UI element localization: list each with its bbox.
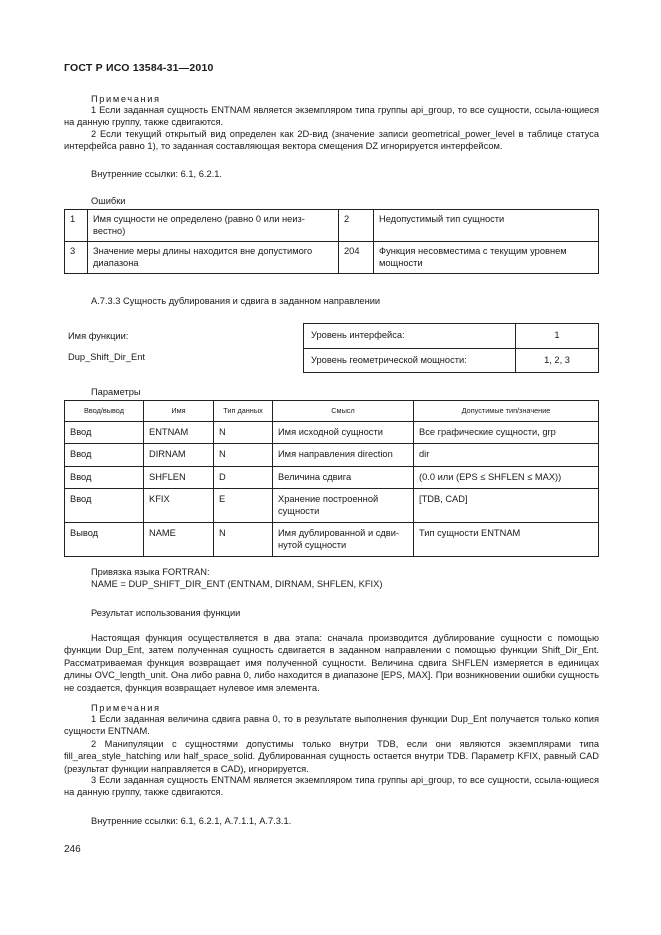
table-row <box>65 210 599 242</box>
error-text: Недопустимый тип сущности <box>374 210 599 242</box>
param-name: DIRNAM <box>144 444 214 467</box>
fortran-title: Привязка языка FORTRAN: <box>91 567 210 577</box>
param-allowed: (0.0 или (EPS ≤ SHFLEN ≤ MAX)) <box>414 466 599 489</box>
error-code: 2 <box>339 210 374 242</box>
table-row <box>65 444 599 467</box>
error-text: Значение меры длины находится вне допустимого диапазона <box>88 242 339 274</box>
param-type: N <box>214 523 273 557</box>
error-text: Функция несовместима с текущим уровнем мощности <box>374 242 599 274</box>
param-type: N <box>214 444 273 467</box>
param-io: Вывод <box>65 523 144 557</box>
note-2: 2 Если текущий открытый вид определен как 2D-вид (значение записи geometrical_power_level в таблице статуса интерфейса равно 1), то заданная составляющая вектора смещения DZ игнорируется интерфейсом. <box>64 129 599 152</box>
note-3: 3 Если заданная сущность ENTNAM является экземпляром типа группы api_group, то все сущности, ссыла-ющиеся на данную группу, также сдвигаются. <box>64 775 599 798</box>
table-row <box>65 421 599 444</box>
errors-title: Ошибки <box>91 196 126 206</box>
fortran-code: NAME = DUP_SHIFT_DIR_ENT (ENTNAM, DIRNAM, SHFLEN, KFIX) <box>91 579 383 589</box>
param-type: N <box>214 421 273 444</box>
function-name-label: Имя функции: <box>68 331 129 341</box>
table-row <box>304 348 599 373</box>
level-label: Уровень интерфейса: <box>304 324 516 349</box>
column-header: Смысл <box>273 401 414 422</box>
param-name: KFIX <box>144 489 214 523</box>
level-value: 1, 2, 3 <box>516 348 599 373</box>
table-row <box>65 466 599 489</box>
param-io: Ввод <box>65 421 144 444</box>
notes-title: Примечания <box>91 703 161 713</box>
section-title: А.7.3.3 Сущность дублирования и сдвига в заданном направлении <box>91 296 381 306</box>
internal-references: Внутренние ссылки: 6.1, 6.2.1. <box>91 169 222 179</box>
error-code: 1 <box>65 210 88 242</box>
note-1: 1 Если заданная сущность ENTNAM является экземпляром типа группы api_group, то все сущности, ссыла-ющиеся на данную группу, также сдвигаются. <box>64 105 599 128</box>
param-io: Ввод <box>65 489 144 523</box>
result-text: Настоящая функция осуществляется в два этапа: сначала производится дублирование сущности с помощью функции Dup_Ent, затем полученная сущность сдвигается в заданном направлении с помощью функции Shift_Dir_Ent. Рассматриваемая функция возвращает имя полученной сущности. Величина сдвига SHFLEN измеряется в единицах длины OVC_length_unit. Она либо равна 0, либо находится в диапазоне [EPS, MAX]. При возникновении ошибки сущность не создается, функция возвращает нулевое имя элемента. <box>64 633 599 693</box>
table-header-row <box>65 401 599 422</box>
document-header: ГОСТ Р ИСО 13584-31—2010 <box>64 62 214 74</box>
params-title: Параметры <box>91 387 141 397</box>
note-2: 2 Манипуляции с сущностями допустимы только внутри TDB, если они являются экземплярами типа fill_area_style_hatching или half_space_solid. Дублированная сущность остается внутри TDB. Параметр KFIX, равный CAD (результат функции направляется в CAD), игнорируется. <box>64 739 599 774</box>
param-allowed: Все графические сущности, grp <box>414 421 599 444</box>
internal-references: Внутренние ссылки: 6.1, 6.2.1, А.7.1.1, А.7.3.1. <box>91 816 292 826</box>
param-meaning: Имя дублированной и сдви-нутой сущности <box>273 523 414 557</box>
level-label: Уровень геометрической мощности: <box>304 348 516 373</box>
param-meaning: Имя исходной сущности <box>273 421 414 444</box>
param-type: D <box>214 466 273 489</box>
table-row <box>65 242 599 274</box>
table-row <box>65 523 599 557</box>
error-code: 204 <box>339 242 374 274</box>
param-meaning: Хранение построенной сущности <box>273 489 414 523</box>
page-number: 246 <box>64 844 81 855</box>
param-allowed: Тип сущности ENTNAM <box>414 523 599 557</box>
param-name: NAME <box>144 523 214 557</box>
errors-table <box>64 209 599 274</box>
params-table <box>64 400 599 557</box>
note-1: 1 Если заданная величина сдвига равна 0, то в результате выполнения функции Dup_Ent получается только копия сущности ENTNAM. <box>64 714 599 737</box>
table-row <box>304 324 599 349</box>
param-allowed: [TDB, CAD] <box>414 489 599 523</box>
column-header: Допустимые тип/значение <box>414 401 599 422</box>
param-name: SHFLEN <box>144 466 214 489</box>
param-io: Ввод <box>65 466 144 489</box>
column-header: Имя <box>144 401 214 422</box>
param-allowed: dir <box>414 444 599 467</box>
param-meaning: Величина сдвига <box>273 466 414 489</box>
error-text: Имя сущности не определено (равно 0 или неиз-вестно) <box>88 210 339 242</box>
param-meaning: Имя направления direction <box>273 444 414 467</box>
function-name: Dup_Shift_Dir_Ent <box>68 352 145 362</box>
table-row <box>65 489 599 523</box>
param-name: ENTNAM <box>144 421 214 444</box>
param-type: E <box>214 489 273 523</box>
error-code: 3 <box>65 242 88 274</box>
result-title: Результат использования функции <box>91 608 241 618</box>
column-header: Ввод/вывод <box>65 401 144 422</box>
notes-title: Примечания <box>91 94 161 104</box>
column-header: Тип данных <box>214 401 273 422</box>
param-io: Ввод <box>65 444 144 467</box>
levels-table <box>303 323 599 373</box>
level-value: 1 <box>516 324 599 349</box>
